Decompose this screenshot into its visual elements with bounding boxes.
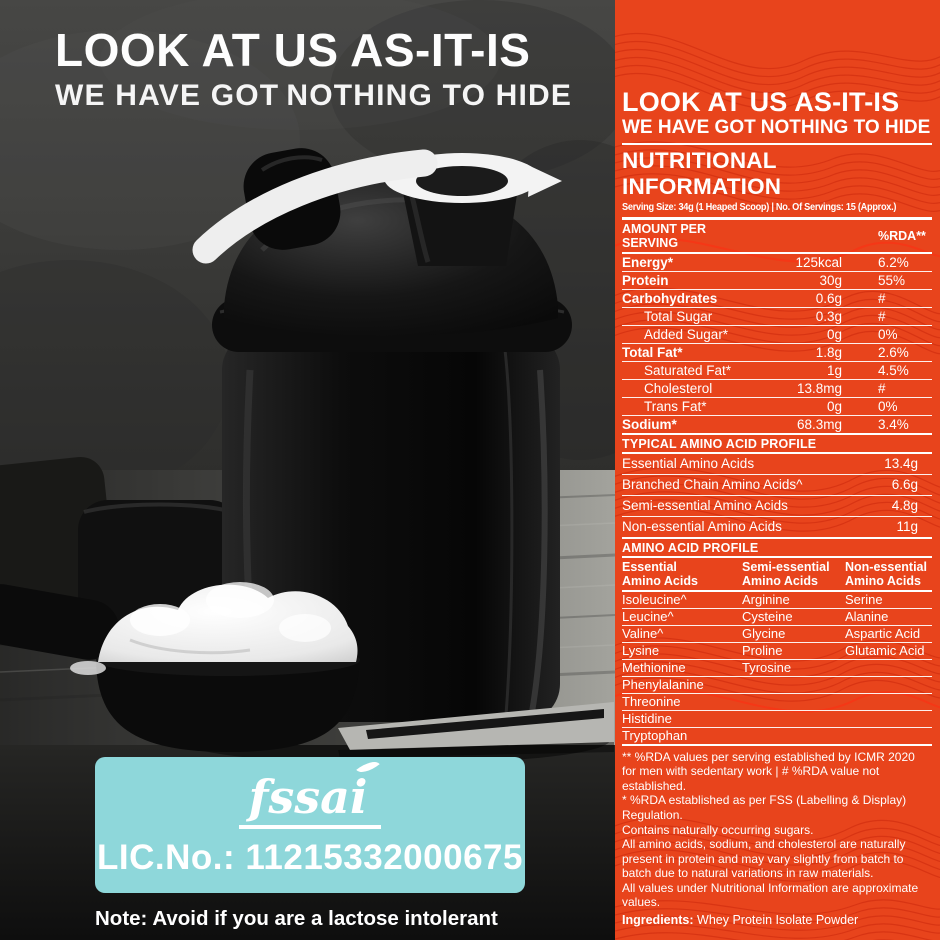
row-label: Trans Fat* [644, 398, 707, 414]
row-value: 1.8g [815, 344, 842, 360]
amino-row: Phenylalanine [622, 677, 932, 694]
nutrition-row-trans-fat [622, 398, 932, 416]
row-rda: # [878, 380, 886, 396]
ingredients-label: Ingredients: [622, 912, 694, 927]
nutrition-row-sodium [622, 416, 932, 435]
amino-profile-title: AMINO ACID PROFILE [622, 539, 932, 558]
typical-row-essential [622, 454, 932, 475]
header-rda: %RDA** [878, 228, 926, 243]
row-value: 13.8mg [796, 380, 842, 396]
row-value: 30g [819, 272, 842, 288]
ingredients-line [622, 913, 932, 927]
amino-col1-header: Essential Amino Acids [622, 559, 698, 588]
nutrition-row-added-sugar [622, 326, 932, 344]
row-label: Protein [622, 272, 669, 288]
row-value: 0.6g [815, 290, 842, 306]
row-value: 6.6g [891, 477, 918, 493]
left-subheadline [55, 79, 615, 112]
amino-col3-header: Non-essential Amino Acids [845, 559, 927, 588]
fssai-license-box [95, 757, 525, 893]
panel-subheadline [622, 117, 932, 139]
row-label: Added Sugar* [644, 326, 729, 342]
row-label: Cholesterol [644, 380, 713, 396]
fssai-logo-text: fssai [248, 770, 368, 824]
fssai-license-number: LIC.No.: 11215332000675 [97, 838, 523, 877]
typical-row-semi-essential [622, 496, 932, 517]
row-label: Saturated Fat* [644, 362, 732, 378]
row-rda: 3.4% [878, 416, 909, 432]
lactose-note: Note: Avoid if you are a lactose intolerant [95, 907, 498, 930]
row-label: Sodium* [622, 416, 677, 432]
footnote-fss: * %RDA established as per FSS (Labelling & Display) Regulation. [622, 793, 907, 822]
nutrition-row-carbohydrates [622, 290, 932, 308]
nutrition-row-total-sugar [622, 308, 932, 326]
amino-profile-column-headers [622, 558, 932, 592]
row-label: Essential Amino Acids [622, 456, 755, 472]
nutrition-row-protein [622, 272, 932, 290]
row-value: 0.3g [815, 308, 842, 324]
row-rda: 55% [878, 272, 906, 288]
ingredients-value: Whey Protein Isolate Powder [693, 912, 859, 927]
panel-subheadline-part2: NOTHING TO HIDE [760, 117, 931, 139]
row-label: Carbohydrates [622, 290, 718, 306]
footnote-rda: ** %RDA values per serving established by ICMR 2020 for men with sedentary work | # %RDA value not established. [622, 749, 915, 793]
nutrition-row-saturated-fat [622, 362, 932, 380]
footnote-sugars: Contains naturally occurring sugars. [622, 822, 814, 837]
typical-amino-title: TYPICAL AMINO ACID PROFILE [622, 435, 932, 454]
row-label: Total Fat* [622, 344, 683, 360]
header-amount-per-serving: AMOUNT PER SERVING [622, 221, 707, 250]
amino-col2-header: Semi-essential Amino Acids [742, 559, 830, 588]
divider [622, 143, 932, 145]
row-value: 1g [826, 362, 842, 378]
row-value: 11g [896, 519, 918, 535]
footnote-variation: All amino acids, sodium, and cholesterol are naturally present in protein and may vary slightly from batch to batch due to natural variations in raw materials. [622, 837, 906, 881]
footnotes [622, 750, 932, 910]
row-label: Branched Chain Amino Acids^ [622, 477, 803, 493]
row-label: Semi-essential Amino Acids [622, 498, 788, 514]
nutrition-panel-content [615, 0, 940, 927]
left-headline-block [55, 26, 615, 112]
row-rda: 0% [878, 326, 898, 342]
left-headline: LOOK AT US AS-IT-IS [55, 24, 531, 76]
row-value: 13.4g [884, 456, 918, 472]
row-label: Total Sugar [644, 308, 713, 324]
row-rda: 0% [878, 398, 898, 414]
left-subheadline-part1: WE HAVE GOT [55, 79, 280, 113]
amino-row: Isoleucine^ Arginine Serine [622, 592, 932, 609]
typical-row-non-essential [622, 517, 932, 539]
row-rda: 4.5% [878, 362, 909, 378]
panel-headline: LOOK AT US AS-IT-IS [622, 87, 900, 117]
amino-row: Tryptophan [622, 728, 932, 746]
row-rda: 6.2% [878, 254, 909, 270]
amino-row: Threonine [622, 694, 932, 711]
row-value: 68.3mg [796, 416, 842, 432]
panel-subheadline-part1: WE HAVE GOT [622, 117, 756, 139]
amino-row: Leucine^ Cysteine Alanine [622, 609, 932, 626]
left-subheadline-part2: NOTHING TO HIDE [286, 79, 573, 113]
nutrition-panel [615, 0, 940, 940]
amino-row: Valine^ Glycine Aspartic Acid [622, 626, 932, 643]
row-value: 125kcal [795, 254, 842, 270]
amino-row: Lysine Proline Glutamic Acid [622, 643, 932, 660]
row-rda: 2.6% [878, 344, 909, 360]
row-rda: # [878, 290, 886, 306]
amino-row: Histidine [622, 711, 932, 728]
fssai-logo [239, 772, 382, 829]
row-rda: # [878, 308, 886, 324]
nutrition-table-header [622, 220, 932, 254]
nutrition-row-total-fat [622, 344, 932, 362]
nutrition-row-cholesterol [622, 380, 932, 398]
row-label: Non-essential Amino Acids [622, 519, 782, 535]
nutrition-row-energy [622, 254, 932, 272]
amino-row: Methionine Tyrosine [622, 660, 932, 677]
row-value: 4.8g [891, 498, 918, 514]
row-value: 0g [826, 326, 842, 342]
typical-row-bcaa [622, 475, 932, 496]
row-label: Energy* [622, 254, 674, 270]
serving-info: Serving Size: 34g (1 Heaped Scoop) | No. Of Servings: 15 (Approx.) [622, 201, 897, 213]
row-value: 0g [826, 398, 842, 414]
nutrition-title: NUTRITIONAL INFORMATION [622, 147, 782, 199]
footnote-approximate: All values under Nutritional Information are approximate values. [622, 880, 919, 910]
